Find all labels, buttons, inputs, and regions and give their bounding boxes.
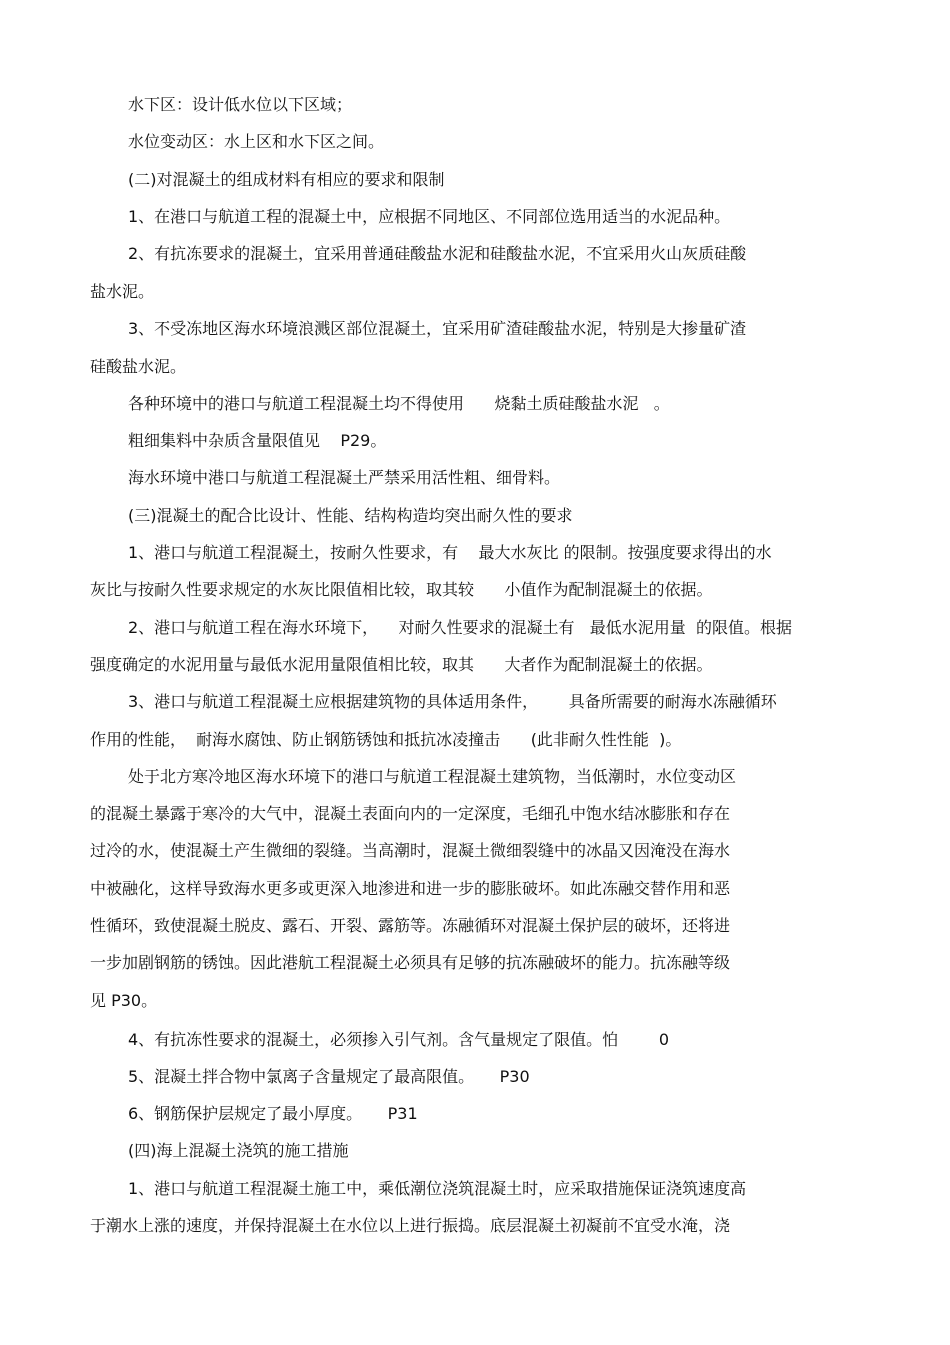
text-line: 水下区：设计低水位以下区域； (128, 95, 353, 114)
text-line: 1、在港口与航道工程的混凝土中，应根据不同地区、不同部位选用适当的水泥品种。 (128, 207, 731, 226)
text-line: 粗细集料中杂质含量限值见 P29。 (128, 431, 387, 450)
text-line: 强度确定的水泥用量与最低水泥用量限值相比较，取其 大者作为配制混凝土的依据。 (90, 655, 713, 674)
text-line: 见 P30。 (90, 991, 158, 1010)
text-line: 作用的性能， 耐海水腐蚀、防止钢筋锈蚀和抵抗冰凌撞击 (此非耐久性性能 )。 (90, 730, 682, 749)
text-line: 1、港口与航道工程混凝土施工中，乘低潮位浇筑混凝土时，应采取措施保证浇筑速度高 (128, 1179, 747, 1198)
section-heading: (四)海上混凝土浇筑的施工措施 (128, 1141, 349, 1160)
text-line: 各种环境中的港口与航道工程混凝土均不得使用 烧黏土质硅酸盐水泥 。 (128, 394, 670, 413)
text-line: 水位变动区：水上区和水下区之间。 (128, 132, 385, 151)
text-line: 灰比与按耐久性要求规定的水灰比限值相比较，取其较 小值作为配制混凝土的依据。 (90, 580, 713, 599)
text-line: 海水环境中港口与航道工程混凝土严禁采用活性粗、细骨料。 (128, 468, 561, 487)
text-line: 盐水泥。 (90, 282, 155, 301)
section-heading: (二)对混凝土的组成材料有相应的要求和限制 (128, 170, 445, 189)
text-line: 硅酸盐水泥。 (90, 357, 187, 376)
section-heading: (三)混凝土的配合比设计、性能、结构构造均突出耐久性的要求 (128, 506, 573, 525)
text-line: 2、港口与航道工程在海水环境下， 对耐久性要求的混凝土有 最低水泥用量 的限值。根据 (128, 618, 792, 637)
text-line: 2、有抗冻要求的混凝土，宜采用普通硅酸盐水泥和硅酸盐水泥，不宜采用火山灰质硅酸 (128, 244, 747, 263)
text-line: 过冷的水，使混凝土产生微细的裂缝。当高潮时，混凝土微细裂缝中的冰晶又因淹没在海水 (90, 841, 731, 860)
text-line: 3、不受冻地区海水环境浪溅区部位混凝土，宜采用矿渣硅酸盐水泥，特别是大掺量矿渣 (128, 319, 747, 338)
text-line: 6、钢筋保护层规定了最小厚度。 P31 (128, 1104, 418, 1123)
text-line: 处于北方寒冷地区海水环境下的港口与航道工程混凝土建筑物，当低潮时，水位变动区 (128, 767, 737, 786)
text-line: 1、港口与航道工程混凝土，按耐久性要求，有 最大水灰比 的限制。按强度要求得出的水 (128, 543, 772, 562)
text-line: 3、港口与航道工程混凝土应根据建筑物的具体适用条件， 具备所需要的耐海水冻融循环 (128, 692, 777, 711)
text-line: 中被融化，这样导致海水更多或更深入地渗进和进一步的膨胀破坏。如此冻融交替作用和恶 (90, 879, 731, 898)
text-line: 于潮水上涨的速度，并保持混凝土在水位以上进行振捣。底层混凝土初凝前不宜受水淹，浇 (90, 1216, 731, 1235)
text-line: 性循环，致使混凝土脱皮、露石、开裂、露筋等。冻融循环对混凝土保护层的破坏，还将进 (90, 916, 731, 935)
text-line: 一步加剧钢筋的锈蚀。因此港航工程混凝土必须具有足够的抗冻融破坏的能力。抗冻融等级 (90, 953, 731, 972)
text-line: 4、有抗冻性要求的混凝土，必须掺入引气剂。含气量规定了限值。怕 0 (128, 1030, 670, 1049)
text-line: 的混凝土暴露于寒冷的大气中，混凝土表面向内的一定深度，毛细孔中饱水结冰膨胀和存在 (90, 804, 731, 823)
text-line: 5、混凝土拌合物中氯离子含量规定了最高限值。 P30 (128, 1067, 530, 1086)
